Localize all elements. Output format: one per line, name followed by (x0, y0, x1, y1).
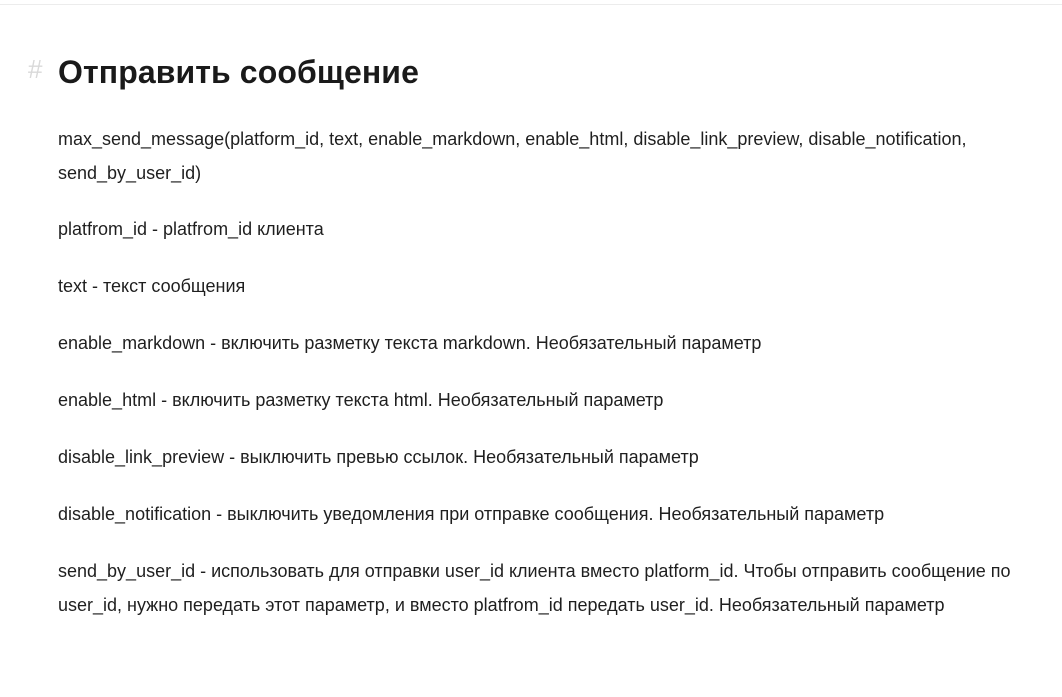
function-signature: max_send_message(platform_id, text, enable_markdown, enable_html, disable_link_preview, disable_notification, send_by_user_id) (58, 129, 967, 183)
param-enable-markdown: enable_markdown - включить разметку текста markdown. Необязательный параметр (58, 333, 762, 353)
heading-anchor-link[interactable]: # (28, 54, 43, 84)
page-title: Отправить сообщение (58, 54, 419, 90)
top-divider (0, 0, 1062, 5)
param-platform-id: platfrom_id - platfrom_id клиента (58, 219, 324, 239)
param-send-by-user-id: send_by_user_id - использовать для отправки user_id клиента вместо platform_id. Чтобы отправить сообщение по user_id, нужно передать этот параметр, и вместо platfrom_id передать user_id. Необязательный параметр (58, 561, 1011, 615)
doc-section (28, 50, 1018, 645)
section-heading (28, 50, 1018, 94)
param-text: text - текст сообщения (58, 276, 246, 296)
param-disable-notification: disable_notification - выключить уведомления при отправке сообщения. Необязательный параметр (58, 504, 885, 524)
param-disable-link-preview: disable_link_preview - выключить превью ссылок. Необязательный параметр (58, 447, 699, 467)
param-enable-html: enable_html - включить разметку текста html. Необязательный параметр (58, 390, 664, 410)
